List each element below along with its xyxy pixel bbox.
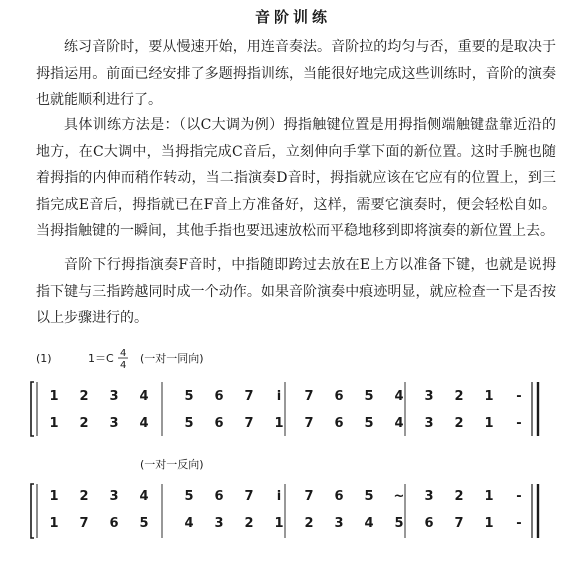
system-1-bracket <box>31 382 34 436</box>
system-2-upper-note: 4 <box>139 489 149 504</box>
system-2-upper-note: 1 <box>484 489 494 504</box>
system-1-upper-note: 6 <box>214 389 224 404</box>
system-1-upper-note: i <box>276 389 282 404</box>
music-score <box>0 340 586 569</box>
system-2-lower-note: 1 <box>49 516 59 531</box>
system-1-upper-note: 5 <box>184 389 194 404</box>
system-2-lower-note: 1 <box>274 516 284 531</box>
system-2-lower-note: 7 <box>454 516 464 531</box>
system-2-lower-note: 4 <box>184 516 194 531</box>
system-1-upper-note: 2 <box>79 389 89 404</box>
system-1-lower-note: 2 <box>454 416 464 431</box>
time-signature-numerator: 4 <box>120 348 127 359</box>
system-2-upper-note: 2 <box>454 489 464 504</box>
system-1-lower-note: - <box>516 416 522 431</box>
system-2-upper-note: 3 <box>424 489 434 504</box>
system-2-upper-note: ~ <box>393 489 405 504</box>
system-2-upper-note: 6 <box>334 489 344 504</box>
system-2-lower-note: 1 <box>484 516 494 531</box>
system-1-lower-note: 6 <box>334 416 344 431</box>
system-2-upper-note: 2 <box>79 489 89 504</box>
system-1-lower-note: 7 <box>304 416 314 431</box>
system-1 <box>31 382 538 436</box>
exercise-number: (1) <box>36 352 52 365</box>
system-2-lower-note: - <box>516 516 522 531</box>
system-2-upper-note: 5 <box>184 489 194 504</box>
system-1-lower-note: 7 <box>244 416 254 431</box>
system-2-lower-note: 3 <box>214 516 224 531</box>
system-1-upper-note: 3 <box>109 389 119 404</box>
section2-label: (一对一反向) <box>140 458 204 471</box>
system-1-lower-note: 5 <box>184 416 194 431</box>
system-1-lower-note: 3 <box>109 416 119 431</box>
system-2-upper-note: 7 <box>304 489 314 504</box>
system-1-upper-note: 4 <box>394 389 404 404</box>
system-1-upper-note: 3 <box>424 389 434 404</box>
system-2-bracket <box>31 484 34 538</box>
key-signature: 1＝C <box>88 352 114 365</box>
system-1-lower-note: 4 <box>394 416 404 431</box>
system-2-upper-note: i <box>276 489 282 504</box>
system-1-upper-note: 7 <box>304 389 314 404</box>
system-1-lower-note: 2 <box>79 416 89 431</box>
system-2-lower-note: 2 <box>304 516 314 531</box>
system-2-lower-note: 7 <box>79 516 89 531</box>
paragraph-intro: 练习音阶时，要从慢速开始，用连音奏法。音阶拉的均匀与否，重要的是取决于拇指运用。前面已经安排了多题拇指训练，当能很好地完成这些训练时，音阶的演奏也就能顺利进行了。 <box>36 39 556 108</box>
system-1-upper-note: 1 <box>49 389 59 404</box>
system-1-lower-note: 1 <box>274 416 284 431</box>
system-1-upper-note: 2 <box>454 389 464 404</box>
system-2-lower-note: 5 <box>394 516 404 531</box>
system-1-lower-note: 3 <box>424 416 434 431</box>
system-1-lower-note: 1 <box>484 416 494 431</box>
time-signature-denominator: 4 <box>120 360 127 371</box>
system-2-lower-note: 4 <box>364 516 374 531</box>
section1-label: (一对一同向) <box>140 352 204 365</box>
system-2-lower-note: 5 <box>139 516 149 531</box>
system-2-upper-note: 1 <box>49 489 59 504</box>
system-1-upper-note: - <box>516 389 522 404</box>
system-2-upper-note: 6 <box>214 489 224 504</box>
system-1-upper-note: 7 <box>244 389 254 404</box>
system-1-lower-note: 1 <box>49 416 59 431</box>
system-1-lower-note: 6 <box>214 416 224 431</box>
system-1-lower-note: 4 <box>139 416 149 431</box>
system-2-lower-note: 6 <box>109 516 119 531</box>
system-2-upper-note: 5 <box>364 489 374 504</box>
paragraph-method: 具体训练方法是：（以C大调为例）拇指触键位置是用拇指侧端触键盘靠近沿的地方，在C大调中，当拇指完成C音后，立刻伸向手掌下面的新位置。这时手腕也随着拇指的内伸而稍作转动，当二指演奏D音时，拇指就应该在它应有的位置上，到三指完成E音后，拇指就已在F音上方准备好，这样，需要它演奏时，便会轻松自如。当拇指触键的一瞬间，其他手指也要迅速放松而平稳地移到即将演奏的新位置上去。 <box>36 117 556 239</box>
system-1-upper-note: 4 <box>139 389 149 404</box>
system-1-lower-note: 5 <box>364 416 374 431</box>
paragraph-descending: 音阶下行拇指演奏F音时，中指随即跨过去放在E上方以准备下键，也就是说拇指下键与三指跨越同时成一个动作。如果音阶演奏中痕迹明显，就应检查一下是否按以上步骤进行的。 <box>36 257 556 326</box>
page-title: 音阶训练 <box>254 8 331 26</box>
system-1-upper-note: 1 <box>484 389 494 404</box>
system-2-upper-note: 3 <box>109 489 119 504</box>
system-1-upper-note: 5 <box>364 389 374 404</box>
system-2-upper-note: - <box>516 489 522 504</box>
system-2-upper-note: 7 <box>244 489 254 504</box>
system-2-lower-note: 6 <box>424 516 434 531</box>
system-2-lower-note: 3 <box>334 516 344 531</box>
system-1-upper-note: 6 <box>334 389 344 404</box>
system-2-lower-note: 2 <box>244 516 254 531</box>
system-2 <box>31 484 538 538</box>
